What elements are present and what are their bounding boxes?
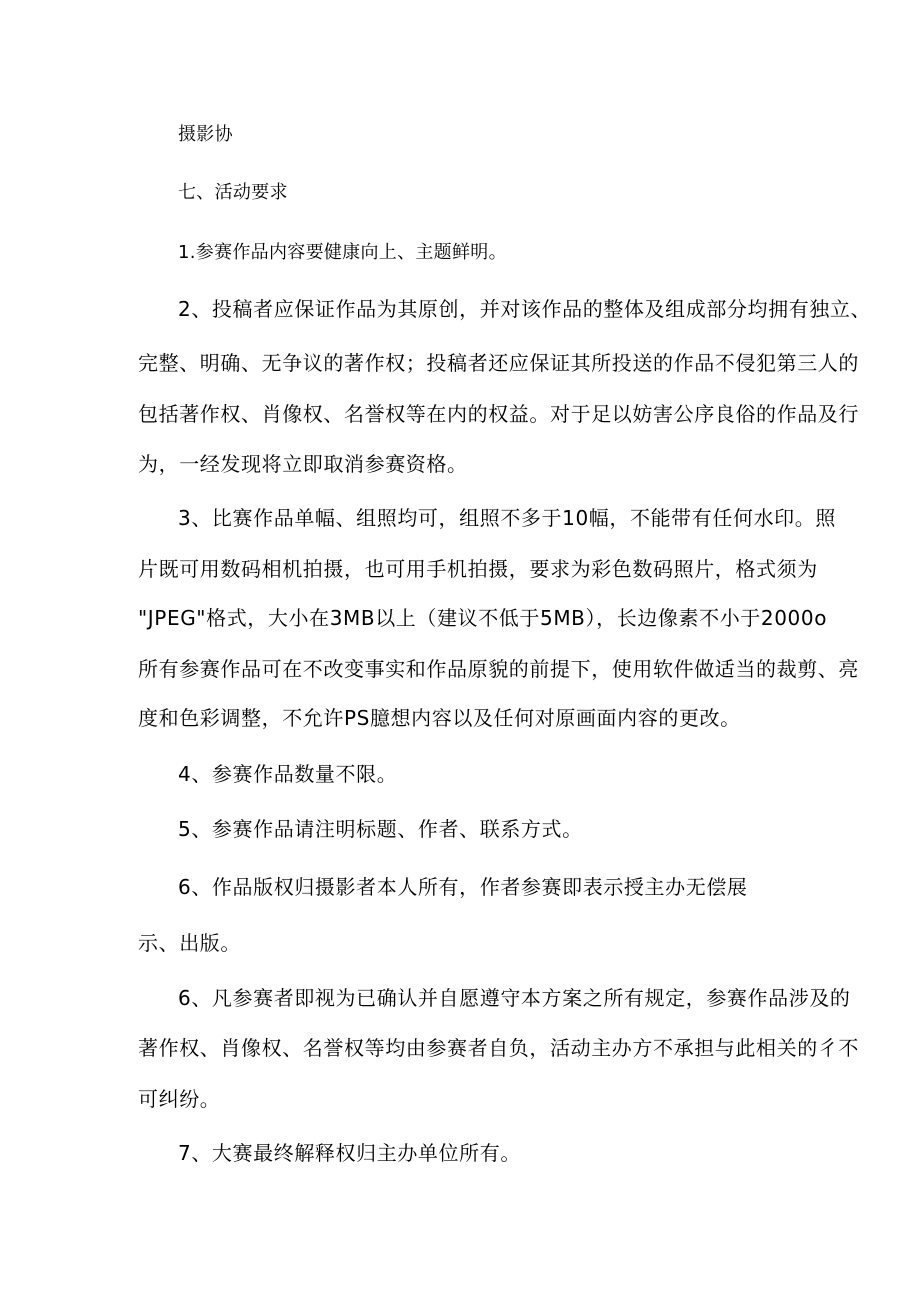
- requirement-1: 1.参赛作品内容要健康向上、主题鲜明。: [178, 242, 507, 263]
- requirement-2-line-4: 为，一经发现将立即取消参赛资格。: [138, 452, 468, 476]
- requirement-3-line-1: 3、比赛作品单幅、组照均可，组照不多于10幅，不能带有任何水印。照: [178, 506, 836, 530]
- requirement-3-line-5: 度和色彩调整，不允许PS臆想内容以及任何对原画面内容的更改。: [138, 706, 741, 730]
- requirement-3-line-2: 片既可用数码相机拍摄，也可用手机拍摄，要求为彩色数码照片，格式须为: [138, 557, 818, 581]
- requirement-6b-line-2: 著作权、肖像权、名誉权等均由参赛者自负，活动主办方不承担与此相关的彳不: [138, 1036, 859, 1060]
- header-fragment: 摄影协: [178, 124, 233, 145]
- requirement-6b-line-1: 6、凡参赛者即视为已确认并自愿遵守本方案之所有规定，参赛作品涉及的: [178, 986, 851, 1010]
- requirement-3-line-4: 所有参赛作品可在不改变事实和作品原貌的前提下，使用软件做适当的裁剪、亮: [138, 657, 859, 681]
- requirement-6b-line-3: 可纠纷。: [138, 1087, 221, 1111]
- requirement-2-line-3: 包括著作权、肖像权、名誉权等在内的权益。对于足以妨害公序良俗的作品及行: [138, 402, 859, 426]
- requirement-7: 7、大赛最终解释权归主办单位所有。: [178, 1141, 521, 1165]
- requirement-2-line-2: 完整、明确、无争议的著作权；投稿者还应保证其所投送的作品不侵犯第三人的: [138, 351, 859, 375]
- requirement-6-line-2: 示、出版。: [138, 931, 241, 955]
- section-heading: 七、活动要求: [178, 182, 288, 203]
- requirement-2-line-1: 2、投稿者应保证作品为其原创，并对该作品的整体及组成部分均拥有独立、: [178, 297, 872, 321]
- requirement-6-line-1: 6、作品版权归摄影者本人所有，作者参赛即表示授主办无偿展: [178, 875, 748, 899]
- requirement-4: 4、参赛作品数量不限。: [178, 762, 398, 786]
- requirement-3-line-3: "JPEG"格式，大小在3MB以上（建议不低于5MB），长边像素不小于2000o: [138, 606, 828, 630]
- requirement-5: 5、参赛作品请注明标题、作者、联系方式。: [178, 817, 583, 841]
